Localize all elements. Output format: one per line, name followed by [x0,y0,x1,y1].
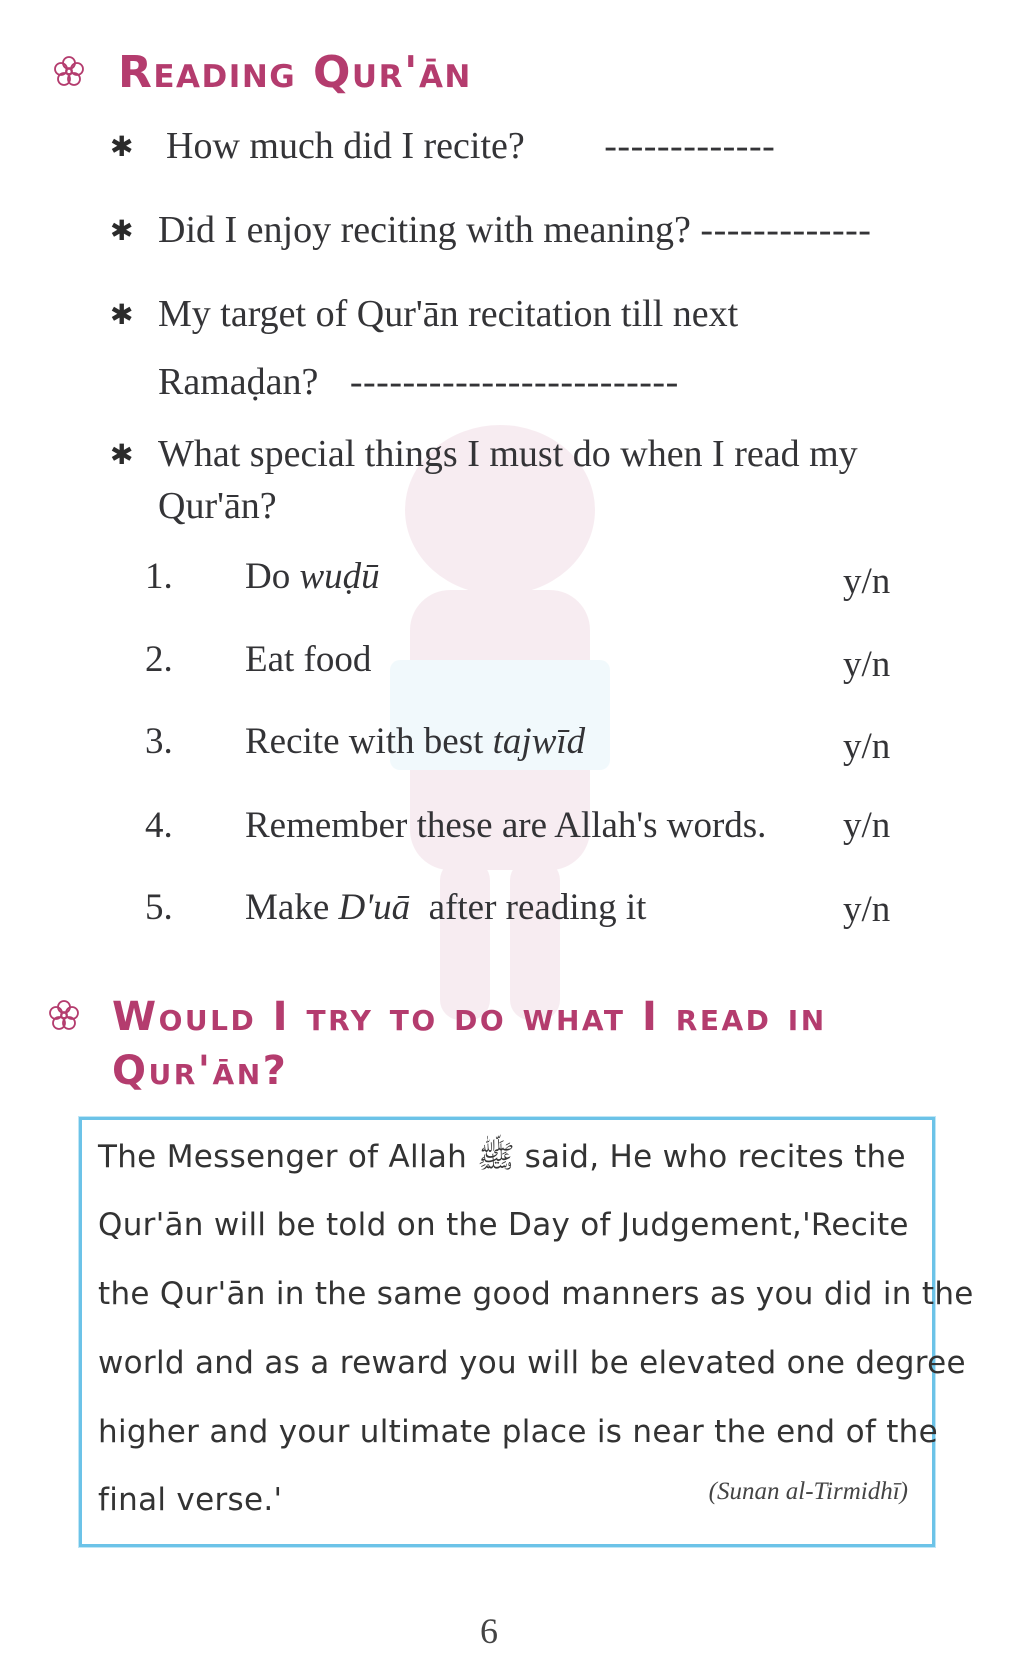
checklist-item: Eat food [245,639,372,680]
hadith-box [79,1117,974,1547]
question-4-line-1: What special things I must do when I read my [158,433,858,475]
bullet-icon: ✱ [110,214,134,247]
hadith-line: Qur'ān will be told on the Day of Judgement,'Recite [98,1207,909,1243]
checklist-number: 1. [145,556,173,597]
checklist-item: Remember these are Allah's words. [245,805,767,846]
flower-icon [47,998,81,1032]
answer-blank[interactable]: ------------- [604,125,776,167]
section-heading-reading: Reading Qur'ān [118,47,472,98]
hadith-line: the Qur'ān in the same good manners as you did in the [98,1276,974,1312]
question-1: How much did I recite? ------------- [166,125,776,167]
checklist-item: Do wuḍū [245,556,380,597]
hadith-source: (Sunan al-Tirmidhī) [708,1478,908,1505]
yes-no-answer[interactable]: y/n [843,726,891,767]
page-number: 6 [480,1611,498,1651]
yes-no-answer[interactable]: y/n [843,561,891,602]
yes-no-answer[interactable]: y/n [843,805,891,846]
question-2: Did I enjoy reciting with meaning? ------------- [158,209,872,251]
checklist-number: 5. [145,887,173,928]
answer-blank[interactable]: ------------- [700,209,872,251]
yes-no-answer[interactable]: y/n [843,644,891,685]
checklist-number: 4. [145,805,173,846]
bullet-icon: ✱ [110,438,134,471]
bullet-icon: ✱ [110,130,134,163]
checklist-number: 2. [145,639,173,680]
question-3-line-1: My target of Qur'ān recitation till next [158,293,739,335]
checklist-number: 3. [145,721,173,762]
section-heading-practice-line-2: Qur'ān? [112,1048,289,1094]
checklist-item: Make D'uā after reading it [245,887,647,928]
hadith-line: The Messenger of Allah ﷺ said, He who recites the [98,1139,906,1175]
hadith-line: world and as a reward you will be elevated one degree [98,1345,966,1381]
question-3-line-2: Ramaḍan? ------------------------- [158,361,679,403]
answer-blank[interactable]: ------------------------- [349,361,679,403]
question-4-line-2: Qur'ān? [158,485,277,527]
hadith-line: higher and your ultimate place is near the end of the [98,1414,938,1450]
hadith-line: final verse.' [98,1482,283,1518]
checklist-item: Recite with best tajwīd [245,721,586,762]
section-heading-practice-line-1: Would I try to do what I read in [112,994,827,1040]
bullet-icon: ✱ [110,298,134,331]
yes-no-answer[interactable]: y/n [843,889,891,930]
flower-icon [52,54,86,88]
